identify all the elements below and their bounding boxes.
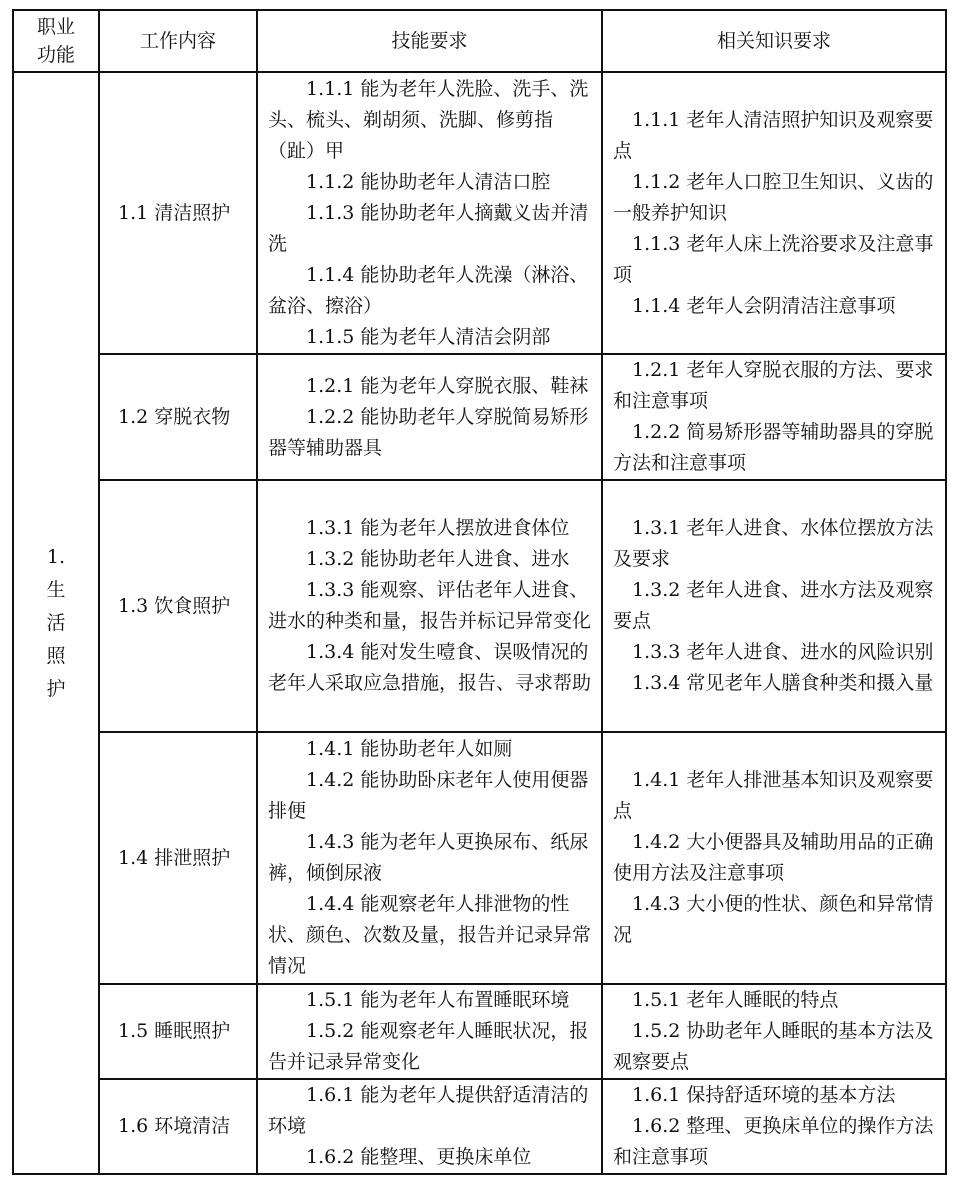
table-row (13, 480, 946, 732)
knowledge-item: 1.3.1 老年人进食、水体位摆放方法及要求 (613, 517, 934, 570)
knowledge-item: 1.2.1 老年人穿脱衣服的方法、要求和注意事项 (613, 359, 934, 412)
knowledge-item: 1.6.1 保持舒适环境的基本方法 (632, 1084, 896, 1106)
function-number: 1. (46, 545, 66, 568)
skills-cell (257, 732, 602, 984)
skill-item: 1.4.2 能协助卧床老年人使用便器排便 (268, 769, 589, 822)
skill-item: 1.2.1 能为老年人穿脱衣服、鞋袜 (306, 374, 589, 397)
skill-item: 1.3.1 能为老年人摆放进食体位 (306, 517, 570, 539)
knowledge-item: 1.2.2 简易矫形器等辅助器具的穿脱方法和注意事项 (613, 421, 934, 474)
table-row (13, 354, 946, 480)
header-skills: 技能要求 (257, 10, 602, 72)
header-function-line1: 职业 (36, 16, 75, 38)
skills-cell (257, 1079, 602, 1174)
skill-item: 1.1.5 能为老年人清洁会阴部 (306, 325, 551, 348)
skill-item: 1.4.3 能为老年人更换尿布、纸尿裤，倾倒尿液 (268, 831, 589, 884)
knowledge-item: 1.4.1 老年人排泄基本知识及观察要点 (613, 769, 934, 822)
skill-item: 1.6.1 能为老年人提供舒适清洁的环境 (268, 1084, 589, 1137)
knowledge-item: 1.5.2 协助老年人睡眠的基本方法及观察要点 (613, 1020, 934, 1073)
header-function-line2: 功能 (36, 44, 75, 66)
knowledge-cell (602, 732, 946, 984)
knowledge-item: 1.3.3 老年人进食、进水的风险识别 (632, 641, 934, 663)
skill-item: 1.5.2 能观察老年人睡眠状况，报告并记录异常变化 (268, 1020, 589, 1073)
header-knowledge: 相关知识要求 (602, 10, 946, 72)
knowledge-cell (602, 72, 946, 354)
function-cell (13, 72, 99, 1174)
function-char: 护 (46, 677, 66, 700)
skill-item: 1.3.3 能观察、评估老年人进食、进水的种类和量，报告并标记异常变化 (268, 579, 592, 632)
knowledge-cell (602, 480, 946, 732)
skill-item: 1.1.2 能协助老年人清洁口腔 (306, 170, 551, 193)
content-cell: 1.2 穿脱衣物 (99, 354, 257, 480)
skills-cell (257, 72, 602, 354)
skill-item: 1.1.1 能为老年人洗脸、洗手、洗头、梳头、剃胡须、洗脚、修剪指（趾）甲 (268, 77, 589, 162)
table-row (13, 732, 946, 984)
knowledge-item: 1.4.2 大小便器具及辅助用品的正确使用方法及注意事项 (613, 831, 934, 884)
function-char: 生 (46, 578, 66, 601)
header-function (13, 10, 99, 72)
knowledge-cell (602, 354, 946, 480)
function-char: 活 (46, 611, 66, 634)
content-cell: 1.4 排泄照护 (99, 732, 257, 984)
knowledge-item: 1.1.2 老年人口腔卫生知识、义齿的一般养护知识 (613, 170, 934, 224)
skill-item: 1.2.2 能协助老年人穿脱简易矫形器等辅助器具 (268, 405, 589, 459)
skill-item: 1.3.2 能协助老年人进食、进水 (306, 548, 570, 570)
content-cell: 1.3 饮食照护 (99, 480, 257, 732)
skill-item: 1.4.1 能协助老年人如厕 (306, 738, 513, 760)
knowledge-item: 1.3.2 老年人进食、进水方法及观察要点 (613, 579, 934, 632)
skill-item: 1.1.3 能协助老年人摘戴义齿并清洗 (268, 201, 589, 255)
knowledge-item: 1.1.4 老年人会阴清洁注意事项 (632, 294, 896, 317)
table-header-row (13, 10, 946, 72)
knowledge-item: 1.6.2 整理、更换床单位的操作方法和注意事项 (613, 1115, 934, 1168)
content-cell: 1.1 清洁照护 (99, 72, 257, 354)
knowledge-cell (602, 1079, 946, 1174)
skills-cell (257, 354, 602, 480)
skill-item: 1.1.4 能协助老年人洗澡（淋浴、盆浴、擦浴） (268, 263, 589, 317)
table-row (13, 1079, 946, 1174)
knowledge-cell (602, 984, 946, 1079)
table-row (13, 984, 946, 1079)
content-cell: 1.6 环境清洁 (99, 1079, 257, 1174)
table-row (13, 72, 946, 354)
header-content: 工作内容 (99, 10, 257, 72)
knowledge-item: 1.1.1 老年人清洁照护知识及观察要点 (613, 108, 934, 162)
skills-cell (257, 984, 602, 1079)
skills-cell (257, 480, 602, 732)
skill-item: 1.5.1 能为老年人布置睡眠环境 (306, 989, 570, 1011)
function-char: 照 (46, 644, 66, 667)
standards-table-page (12, 9, 945, 1170)
knowledge-item: 1.1.3 老年人床上洗浴要求及注意事项 (613, 232, 934, 286)
content-cell: 1.5 睡眠照护 (99, 984, 257, 1079)
skill-item: 1.6.2 能整理、更换床单位 (306, 1146, 532, 1168)
skills-standard-table (12, 9, 947, 1175)
skill-item: 1.4.4 能观察老年人排泄物的性状、颜色、次数及量，报告并记录异常情况 (268, 893, 592, 977)
knowledge-item: 1.3.4 常见老年人膳食种类和摄入量 (632, 672, 934, 694)
knowledge-item: 1.4.3 大小便的性状、颜色和异常情况 (613, 893, 934, 946)
knowledge-item: 1.5.1 老年人睡眠的特点 (632, 989, 839, 1011)
skill-item: 1.3.4 能对发生噎食、误吸情况的老年人采取应急措施，报告、寻求帮助 (268, 641, 592, 694)
